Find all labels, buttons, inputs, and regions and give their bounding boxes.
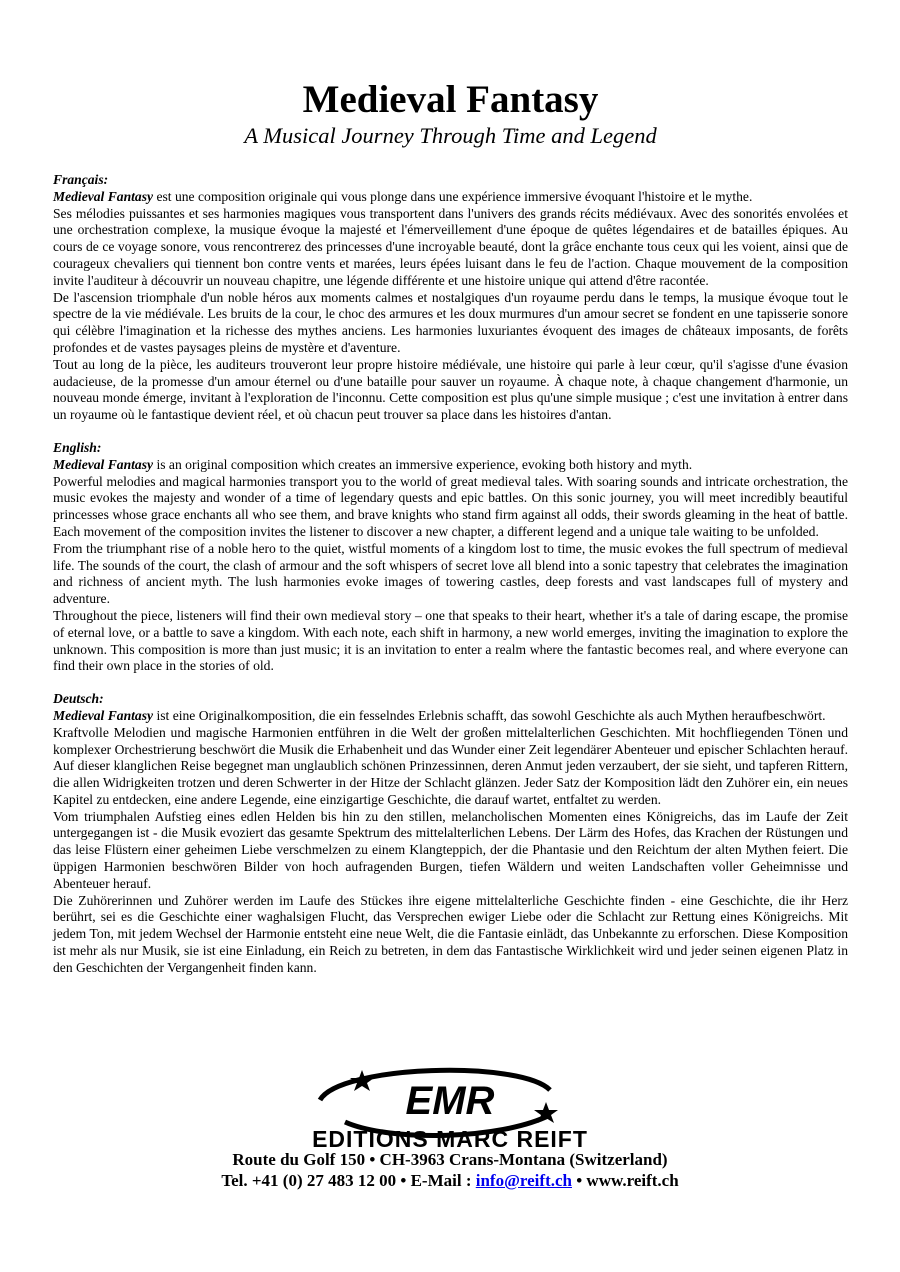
email-link[interactable]: info@reift.ch (475, 1171, 572, 1190)
section-french (53, 172, 848, 424)
paragraph: Powerful melodies and magical harmonies transport you to the world of great medieval tales. With soaring sounds and intricate orchestration, the music evokes the majesty and wonder of a time of legendary quests and epic battles. On this sonic journey, you will meet incredibly beautiful princesses whose grace enchants all who see them, and brave knights who stand firm against all odds, their swords gleaming in the heat of battle. Each movement of the composition invites the listener to discover a new chapter, a different legend and a unique tale waiting to be unfolded. (53, 473, 848, 539)
publisher-wordmark: EDITIONS MARC REIFT (312, 1126, 588, 1152)
star-icon (350, 1070, 374, 1091)
lead-paragraph (53, 189, 848, 206)
phone-text: Tel. +41 (0) 27 483 12 00 • E-Mail : (221, 1171, 476, 1190)
paragraph: Ses mélodies puissantes et ses harmonies magiques vous transportent dans l'univers des grands récits médiévaux. Avec des sonorités envolées et une orchestration complexe, la musique évoque la majesté et l'émerveillement d'une époque de quêtes légendaires et de batailles épiques. Au cours de ce voyage sonore, vous rencontrerez des princesses d'une incroyable beauté, dont la grâce enchante tous ceux qui les voient, ainsi que de courageux chevaliers qui tiennent bon contre vents et marées, leurs épées luisant dans le feu de l'action. Chaque mouvement de la composition invite l'auditeur à découvrir un nouveau chapitre, une légende différente et une histoire unique qui attend d'être racontée. (53, 205, 848, 288)
section-label-french: Français: (53, 172, 109, 187)
document-body (53, 78, 848, 993)
paragraph: From the triumphant rise of a noble hero to the quiet, wistful moments of a kingdom lost to time, the music evokes the full spectrum of medieval life. The sounds of the court, the clash of armour and the soft whispers of secret love all blend into a sonic tapestry that celebrates the imagination and richness of ancient myth. The lush harmonies evoke images of towering castles, deep forests and vast landscapes full of mystery and adventure. (53, 540, 848, 607)
lead-text: est une composition originale qui vous plonge dans une expérience immersive évoquant l'histoire et le mythe. (153, 188, 753, 204)
paragraph: Throughout the piece, listeners will find their own medieval story – one that speaks to their heart, whether it's a tale of daring escape, the promise of eternal love, or a battle to save a kingdom. With each note, each shift in harmony, a new world emerges, inviting the imagination to explore the unknown. This composition is more than just music; it is an invitation to enter a realm where the fantastic becomes real, and where everyone can find their own place in the stories of old. (53, 607, 848, 674)
page-subtitle: A Musical Journey Through Time and Legend (244, 123, 657, 148)
lead-text: is an original composition which creates an immersive experience, evoking both history and myth. (153, 456, 693, 472)
website-text: • www.reift.ch (571, 1171, 679, 1190)
paragraph: Vom triumphalen Aufstieg eines edlen Helden bis hin zu den stillen, melancholischen Momenten eines Königreichs, das im Laufe der Zeit untergegangen ist - die Musik evoziert das gesamte Spektrum des mittelalterlichen Lebens. Der Lärm des Hofes, das Krachen der Rüstungen und das leise Flüstern einer geheimen Liebe verschmelzen zu einem Klangteppich, der die Phantasie und den Reichtum der alten Mythen feiert. Die üppigen Harmonien beschwören Bilder von hoch aufragenden Burgen, tiefen Wäldern und weiten Landschaften voller Geheimnisse und Abenteuer herauf. (53, 808, 848, 891)
logo-emr-text: EMR (405, 1079, 495, 1123)
contact-line (0, 1170, 900, 1191)
work-title: Medieval Fantasy (53, 707, 154, 723)
address-line: Route du Golf 150 • CH-3963 Crans-Montana (Switzerland) (232, 1150, 668, 1169)
emr-logo-icon (250, 1060, 650, 1160)
section-german (53, 691, 848, 977)
publisher-logo (250, 1060, 650, 1160)
paragraph: De l'ascension triomphale d'un noble héros aux moments calmes et nostalgiques d'un royaume perdu dans le temps, la musique évoque tout le spectre de la vie médiévale. Les bruits de la cour, le choc des armures et les doux murmures d'un amour secret se fondent en une tapisserie sonore qui célèbre l'imagination et la richesse des mythes anciens. Les harmonies luxuriantes évoquent des images de châteaux imposants, de forêts profondes et de vastes paysages pleins de mystère et d'aventure. (53, 289, 848, 355)
section-english (53, 440, 848, 675)
paragraph: Kraftvolle Melodien und magische Harmonien entführen in die Welt der großen mittelalterlichen Geschichten. Mit hochfliegenden Tönen und komplexer Orchestrierung beschwört die Musik die Erhabenheit und das Wunder einer Zeit legendärer Abenteuer und epischer Schlachten herauf. Auf dieser klanglichen Reise begegnet man unglaublich schönen Prinzessinnen, deren Anmut jeden verzaubert, der sie sieht, und tapferen Rittern, die allen Widrigkeiten trotzen und deren Schwerter in der Hitze der Schlacht glänzen. Jeder Satz der Komposition lädt den Zuhörer ein, ein neues Kapitel zu entdecken, eine andere Legende, eine einzigartige Geschichte, die darauf wartet, entfaltet zu werden. (53, 724, 848, 807)
page-title: Medieval Fantasy (302, 78, 599, 121)
paragraph: Tout au long de la pièce, les auditeurs trouveront leur propre histoire médiévale, une histoire qui parle à leur cœur, qu'il s'agisse d'une évasion audacieuse, de la promesse d'un amour éternel ou d'une bataille pour sauver un royaume. À chaque note, à chaque changement d'harmonie, un nouveau monde émerge, invitant à l'exploration de l'inconnu. Cette composition est plus qu'une simple musique ; c'est une invitation à entrer dans un royaume où le fantastique devient réel, et où chacun peut trouver sa place dans les histoires d'antan. (53, 356, 848, 423)
work-title: Medieval Fantasy (53, 188, 154, 204)
section-label-english: English: (53, 439, 102, 455)
paragraph: Die Zuhörerinnen und Zuhörer werden im Laufe des Stückes ihre eigene mittelalterliche Geschichte finden - eine Geschichte, die ihr Herz berührt, sei es die Geschichte einer waghalsigen Flucht, das Versprechen ewiger Liebe oder die Schlacht zur Rettung eines Königreichs. Mit jedem Ton, mit jedem Wechsel der Harmonie entsteht eine neue Welt, die die Fantasie einlädt, das Unbekannte zu erforschen. Diese Komposition ist mehr als nur Musik, sie ist eine Einladung, ein Reich zu betreten, in dem das Fantastische Wirklichkeit wird und jeder seinen eigenen Platz in den Geschichten der Vergangenheit finden kann. (53, 892, 848, 975)
lead-text: ist eine Originalkomposition, die ein fesselndes Erlebnis schafft, das sowohl Geschichte als auch Mythen heraufbeschwört. (153, 707, 826, 723)
lead-paragraph (53, 457, 848, 474)
section-label-german: Deutsch: (53, 691, 104, 707)
lead-paragraph (53, 708, 848, 725)
work-title: Medieval Fantasy (53, 456, 154, 472)
